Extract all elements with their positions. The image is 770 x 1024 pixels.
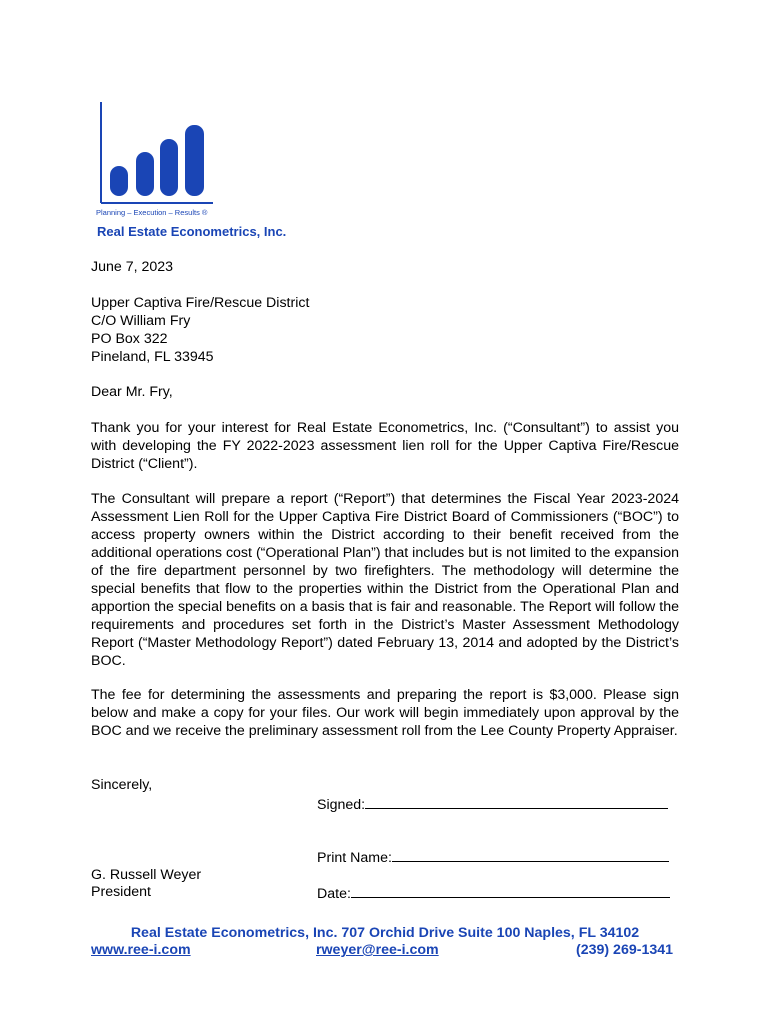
signed-label: Signed:: [317, 797, 366, 813]
signed-line[interactable]: [365, 794, 668, 809]
salutation: Dear Mr. Fry,: [91, 384, 173, 400]
address-line: Pineland, FL 33945: [91, 349, 214, 365]
recipient-address: [91, 294, 309, 366]
signer-title: President: [91, 884, 151, 900]
logo-tagline: Planning – Execution – Results ®: [96, 208, 208, 217]
address-line: PO Box 322: [91, 331, 168, 347]
date-label: Date:: [317, 886, 351, 902]
phone-number: (239) 269-1341: [576, 942, 674, 958]
signer-name: G. Russell Weyer: [91, 867, 202, 883]
address-line: C/O William Fry: [91, 313, 191, 329]
body-paragraph-scope: The Consultant will prepare a report (“Report”) that determines the Fiscal Year 2023-2024 Assessment Lien Roll for the Upper Captiva Fire District Board of Commissioners (“BOC”) to access property owners within the District according to their benefit received from the additional operations cost (“Operational Plan”) that includes but is not limited to the expansion of the fire department personnel by two firefighters. The methodology will determine the special benefits that flow to the properties within the District from the Operational Plan and apportion the special benefits on a basis that is fair and reasonable. The Report will follow the requirements and procedures set forth in the District’s Master Assessment Methodology Report (“Master Methodology Report”) dated February 13, 2014 and adopted by the District’s BOC.: [91, 491, 679, 669]
footer-address: Real Estate Econometrics, Inc. 707 Orchid Drive Suite 100 Naples, FL 34102: [130, 925, 640, 941]
body-paragraph-intro: Thank you for your interest for Real Estate Econometrics, Inc. (“Consultant”) to assist you with developing the FY 2022-2023 assessment lien roll for the Upper Captiva Fire/Rescue District (“Client”).: [91, 420, 679, 472]
body-paragraph-fee: The fee for determining the assessments and preparing the report is $3,000. Please sign below and make a copy for your files. Our work will begin immediately upon approval by the BOC and we receive the preliminary assessment roll from the Lee County Property Appraiser.: [91, 687, 679, 739]
closing: Sincerely,: [91, 777, 153, 793]
company-name-header: Real Estate Econometrics, Inc.: [97, 224, 287, 239]
website-link[interactable]: www.ree-i.com: [91, 942, 191, 958]
bar-chart-logo-icon: [96, 100, 226, 222]
date-line[interactable]: [351, 883, 670, 898]
print-name-label: Print Name:: [317, 850, 392, 866]
print-name-line[interactable]: [392, 847, 669, 862]
signed-field: [317, 794, 668, 814]
letter-date: June 7, 2023: [91, 259, 174, 275]
date-field: [317, 883, 670, 903]
email-link[interactable]: rweyer@ree-i.com: [316, 942, 439, 958]
company-logo: [96, 100, 226, 222]
address-line: Upper Captiva Fire/Rescue District: [91, 295, 310, 311]
print-name-field: [317, 847, 669, 867]
